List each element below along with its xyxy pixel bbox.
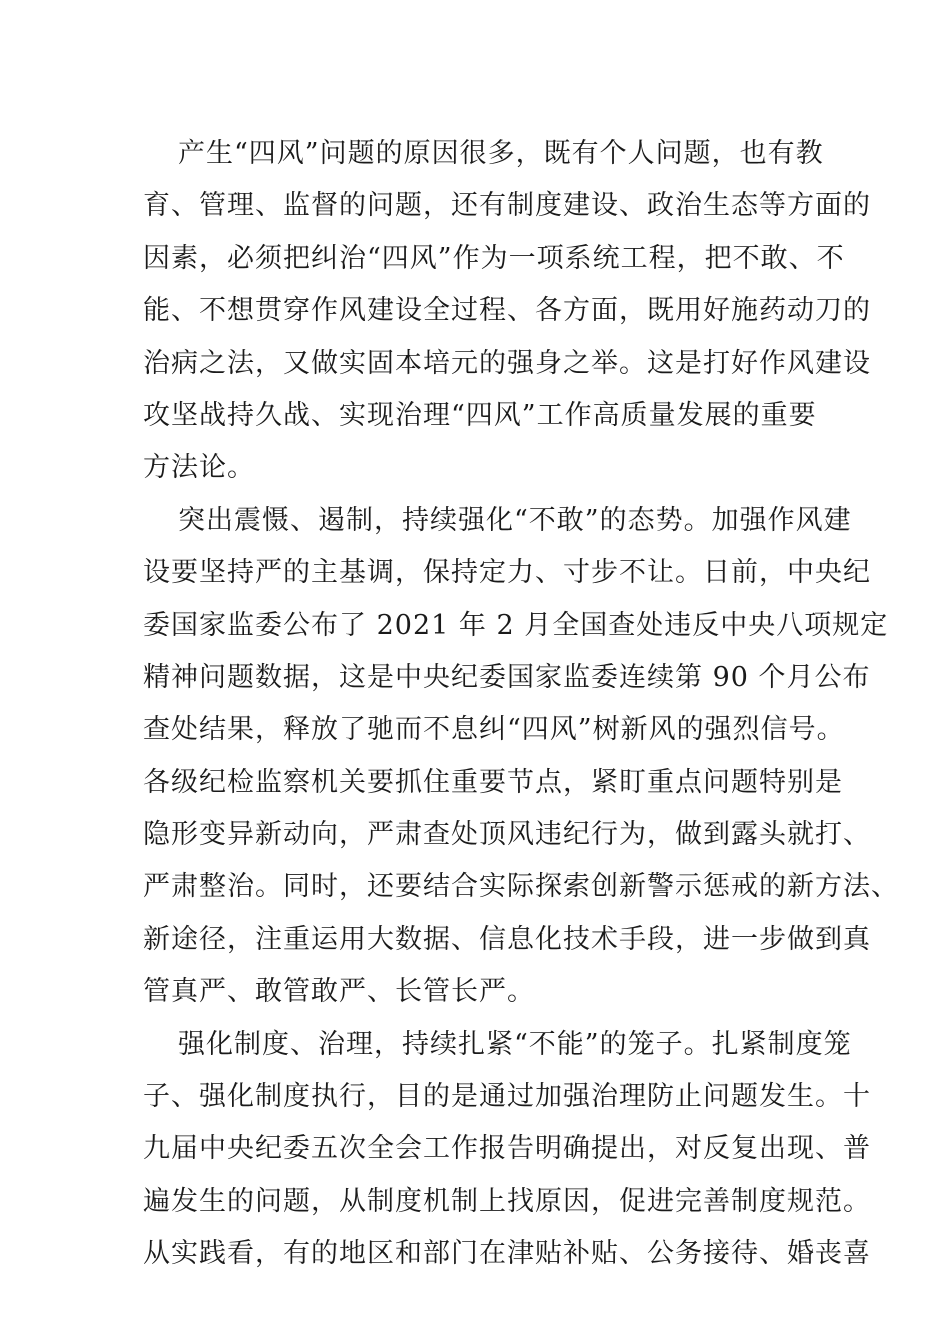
paragraph-3-line-2: 子、强化制度执行，目的是通过加强治理防止问题发生。十 [143,1081,871,1113]
paragraph-3-line-1: 强化制度、治理，持续扎紧“不能”的笼子。扎紧制度笼 [178,1028,852,1060]
paragraph-3-line-5: 从实践看，有的地区和部门在津贴补贴、公务接待、婚丧喜 [143,1238,871,1270]
paragraph-1-line-1: 产生“四风”问题的原因很多，既有个人问题，也有教 [178,138,824,169]
paragraph-2-line-5: 查处结果，释放了驰而不息纠“四风”树新风的强烈信号。 [143,714,845,746]
paragraph-2-line-1: 突出震慑、遏制，持续强化“不敢”的态势。加强作风建 [178,504,852,536]
document-body [143,128,899,1281]
paragraph-1-line-2: 育、管理、监督的问题，还有制度建设、政治生态等方面的 [143,190,871,222]
paragraph-1-line-3: 因素，必须把纠治“四风”作为一项系统工程，把不敢、不 [143,242,845,274]
paragraph-2-line-9: 新途径，注重运用大数据、信息化技术手段，进一步做到真 [143,923,871,955]
paragraph-3-line-4: 遍发生的问题，从制度机制上找原因，促进完善制度规范。 [143,1185,871,1217]
paragraph-3-line-3: 九届中央纪委五次全会工作报告明确提出，对反复出现、普 [143,1133,871,1165]
paragraph-2-line-10: 管真严、敢管敢严、长管长严。 [143,976,535,1008]
paragraph-1-line-6: 攻坚战持久战、实现治理“四风”工作高质量发展的重要 [143,399,817,431]
paragraph-1-line-5: 治病之法，又做实固本培元的强身之举。这是打好作风建设 [143,347,871,379]
paragraph-1-line-4: 能、不想贯穿作风建设全过程、各方面，既用好施药动刀的 [143,295,871,327]
paragraph-2-line-8: 严肃整治。同时，还要结合实际探索创新警示惩戒的新方法、 [143,871,899,903]
paragraph-2-line-3: 委国家监委公布了 2021 年 2 月全国查处违反中央八项规定 [143,609,889,641]
paragraph-2-line-4: 精神问题数据，这是中央纪委国家监委连续第 90 个月公布 [143,661,871,693]
paragraph-2-line-7: 隐形变异新动向，严肃查处顶风违纪行为，做到露头就打、 [143,819,871,851]
paragraph-1-line-7: 方法论。 [143,452,255,484]
paragraph-2-line-2: 设要坚持严的主基调，保持定力、寸步不让。日前，中央纪 [143,557,871,589]
paragraph-2-line-6: 各级纪检监察机关要抓住重要节点，紧盯重点问题特别是 [143,766,843,798]
